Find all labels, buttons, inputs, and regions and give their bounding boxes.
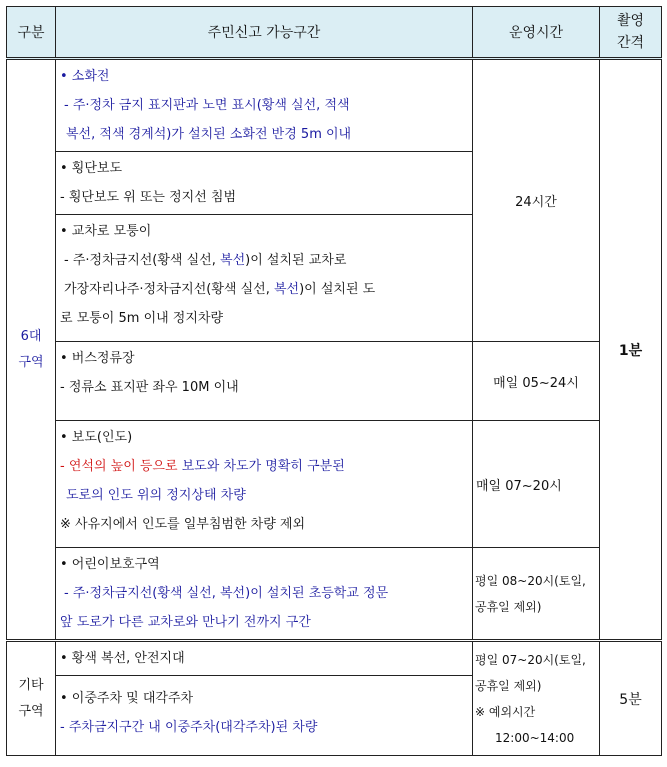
row-desc (60, 452, 468, 481)
table-row (7, 548, 662, 641)
hours-school-line2: 공휴일 제외) (475, 599, 542, 614)
row-desc: - 횡단보도 위 또는 정지선 침범 (60, 190, 237, 205)
row-desc (60, 246, 468, 275)
row-desc: 복선, 적색 경계석)가 설치된 소화전 반경 5m 이내 (66, 127, 352, 142)
row-bus-stop (56, 342, 473, 421)
row-school-zone (56, 548, 473, 641)
row-crosswalk (56, 152, 473, 215)
hours-other-line4: 12:00~14:00 (495, 730, 575, 745)
row-desc: - 주·정차금지선(황색 실선, 복선)이 설치된 초등학교 정문 (64, 586, 389, 601)
header-area: 주민신고 가능구간 (56, 7, 473, 59)
row-title: • 버스정류장 (60, 351, 135, 366)
hours-school-zone (473, 548, 600, 641)
hours-other-line1: 평일 07~20시(토일, (475, 652, 586, 667)
row-title: • 교차로 모퉁이 (60, 224, 152, 239)
table-row (7, 342, 662, 421)
row-desc-part: - 주·정차금지선(황색 실선, (64, 253, 221, 268)
row-desc: - 주차금지구간 내 이중주차(대각주차)된 차량 (60, 720, 318, 735)
header-interval (600, 7, 662, 59)
hours-other-line3: ※ 예외시간 (475, 704, 536, 719)
group1-label (7, 59, 56, 641)
row-title: • 횡단보도 (60, 161, 123, 176)
row-yellow-double-line (56, 641, 473, 676)
parking-enforcement-table (6, 6, 662, 756)
row-double-parking (56, 676, 473, 756)
hours-24h: 24시간 (473, 59, 600, 342)
hours-other-line2: 공휴일 제외) (475, 678, 542, 693)
group1-label-line1: 6대 (20, 328, 42, 344)
hours-sidewalk: 매일 07~20시 (473, 421, 600, 548)
row-desc: - 정류소 표지판 좌우 10M 이내 (60, 380, 239, 395)
row-fire-hydrant (56, 59, 473, 152)
group2-label-line2: 구역 (18, 703, 44, 719)
row-desc-part: )이 설치된 교차로 (245, 253, 347, 268)
hours-other (473, 641, 600, 756)
row-desc-red: - 연석의 높이 등으로 (60, 459, 182, 474)
row-note: ※ 사유지에서 인도를 일부침범한 차량 제외 (60, 517, 306, 532)
group2-interval: 5분 (600, 641, 662, 756)
row-desc: 로 모퉁이 5m 이내 정지차량 (60, 311, 224, 326)
row-intersection-corner (56, 215, 473, 342)
row-desc: 앞 도로가 다른 교차로와 만나기 전까지 구간 (60, 615, 311, 630)
row-desc-highlight: 복선 (220, 253, 246, 268)
row-title: • 이중주차 및 대각주차 (60, 691, 194, 706)
row-sidewalk (56, 421, 473, 548)
row-title: • 소화전 (60, 69, 110, 84)
row-title: • 황색 복선, 안전지대 (60, 651, 185, 666)
row-title: • 어린이보호구역 (60, 557, 160, 572)
group2-label (7, 641, 56, 756)
header-interval-line2: 간격 (616, 35, 645, 51)
hours-bus-stop: 매일 05~24시 (473, 342, 600, 421)
row-title: • 보도(인도) (60, 430, 133, 445)
header-hours: 운영시간 (473, 7, 600, 59)
row-desc-blue: 보도와 차도가 명확히 구분된 (181, 459, 345, 474)
hours-school-line1: 평일 08~20시(토일, (475, 573, 586, 588)
table-row (7, 59, 662, 152)
row-desc-part: )이 설치된 도 (299, 282, 376, 297)
row-desc-part: 가장자리나주·정차금지선(황색 실선, (64, 282, 274, 297)
row-desc-highlight: 복선 (273, 282, 300, 297)
group2-label-line1: 기타 (18, 677, 44, 693)
row-desc: 도로의 인도 위의 정지상태 차량 (66, 488, 246, 503)
table-row (7, 641, 662, 676)
row-desc (60, 275, 468, 304)
group1-label-line2: 구역 (18, 354, 44, 370)
row-desc: - 주·정차 금지 표지판과 노면 표시(황색 실선, 적색 (64, 98, 350, 113)
header-interval-line1: 촬영 (616, 13, 645, 29)
table-row (7, 421, 662, 548)
header-category: 구분 (7, 7, 56, 59)
group1-interval: 1분 (600, 59, 662, 641)
header-row (7, 7, 662, 59)
